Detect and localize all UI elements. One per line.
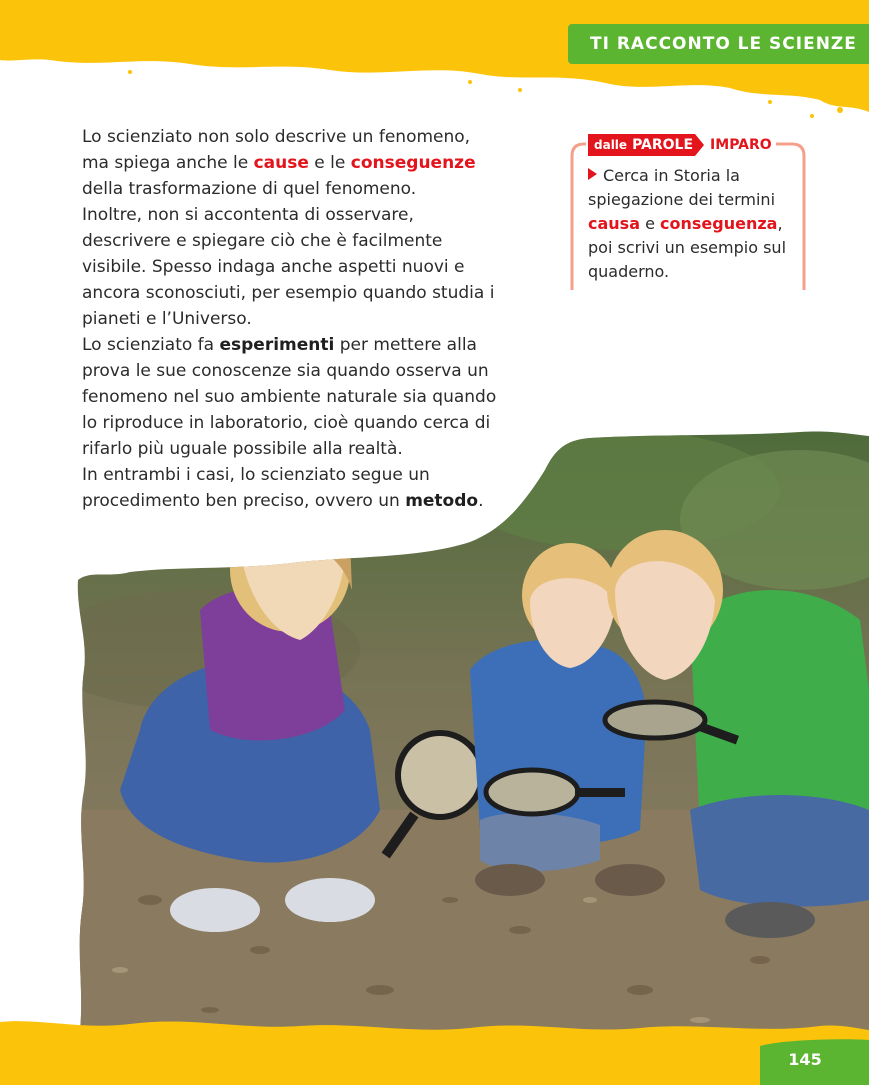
keyword-esperimenti: esperimenti: [219, 335, 335, 355]
vocab-label-imparo: IMPARO: [704, 137, 776, 153]
section-title: TI RACCONTO LE SCIENZE: [590, 34, 857, 54]
paragraph-1: Lo scienziato non solo descrive un fenomeno, ma spiega anche le cause e le conseguenze della trasformazione di quel fenomeno.: [82, 127, 476, 199]
keyword-causa: causa: [588, 214, 640, 233]
arrow-right-icon: [695, 134, 704, 156]
vocab-box: [570, 130, 806, 290]
section-header: [568, 24, 869, 64]
vocab-text: Cerca in Storia la spiegazione dei termini causa e conseguenza, poi scrivi un esempio sul quaderno.: [588, 166, 787, 281]
bullet-arrow-icon: [588, 168, 597, 180]
paragraph-4: In entrambi i casi, lo scienziato segue un procedimento ben preciso, ovvero un metodo.: [82, 465, 484, 511]
paragraph-2: Inoltre, non si accontenta di osservare, descrivere e spiegare ciò che è facilmente visibile. Spesso indaga anche aspetti nuovi e ancora sconosciuti, per esempio quando studia i pianeti e l’Universo.: [82, 205, 495, 329]
vocab-label-dalle: dalle: [588, 134, 630, 156]
vocab-label: [588, 134, 776, 156]
keyword-conseguenze: conseguenze: [350, 153, 476, 173]
page-number: 145: [788, 1049, 822, 1069]
keyword-metodo: metodo: [405, 491, 479, 511]
keyword-cause: cause: [253, 153, 309, 173]
children-magnifying-glass-photo: [0, 430, 869, 1030]
bottom-yellow-band: [0, 1000, 869, 1085]
vocab-label-parole: PAROLE: [630, 134, 695, 156]
keyword-conseguenza: conseguenza: [660, 214, 778, 233]
paragraph-3: Lo scienziato fa esperimenti per mettere alla prova le sue conoscenze sia quando osserva un fenomeno nel suo ambiente naturale sia quando lo riproduce in laboratorio, cioè quando cerca di rifarlo più uguale possibile alla realtà.: [82, 335, 497, 459]
